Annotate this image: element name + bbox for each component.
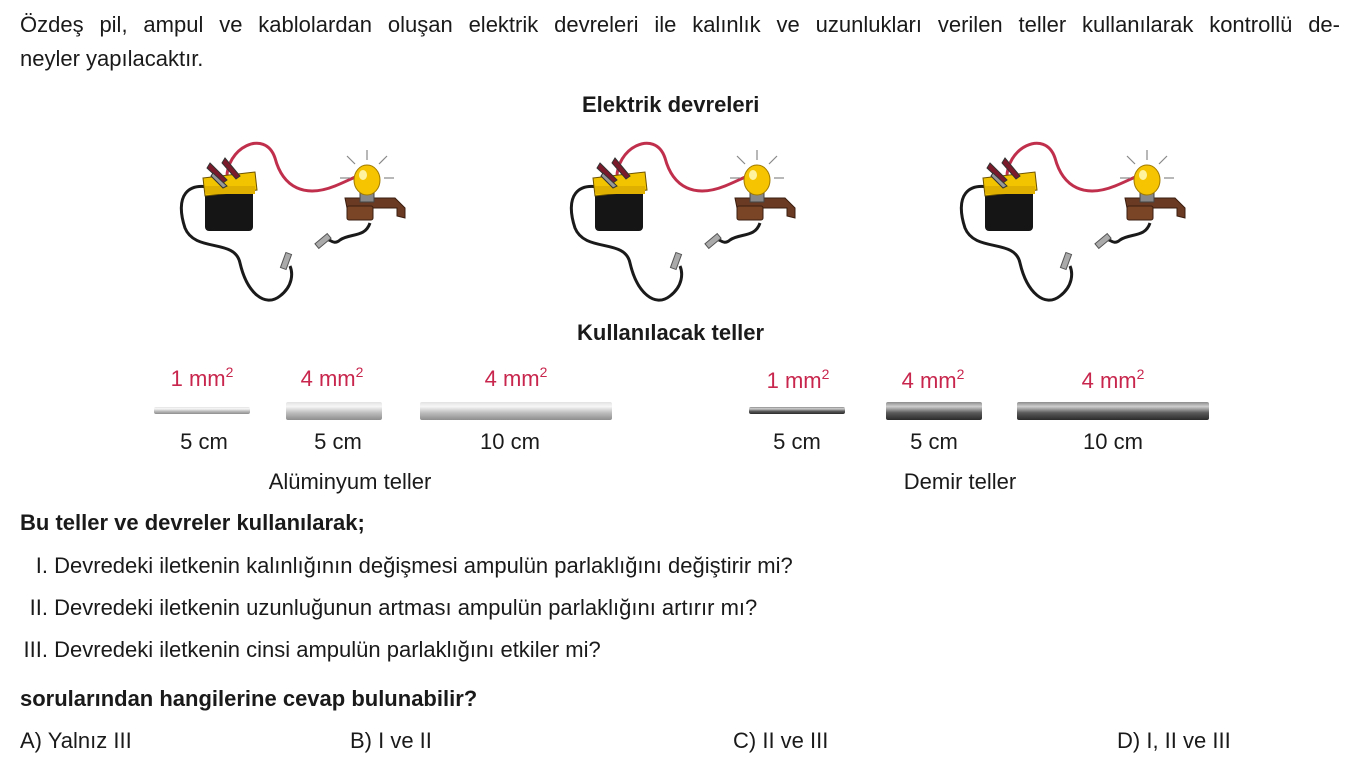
- question-number: III.: [23, 637, 48, 662]
- alu-wire-3: [420, 402, 612, 420]
- intro-paragraph: [20, 8, 1340, 76]
- alu-wire-2-length: 5 cm: [314, 429, 362, 454]
- iron-wire-2: [886, 402, 982, 420]
- question-text: Devredeki iletkenin cinsi ampulün parlaklığını etkiler mi?: [54, 637, 601, 662]
- answer-option-c[interactable]: C) II ve III: [733, 728, 829, 753]
- answer-option-a[interactable]: A) Yalnız III: [20, 728, 132, 753]
- question-intro: Bu teller ve devreler kullanılarak;: [20, 510, 365, 535]
- circuit-illustration-3: [945, 128, 1195, 308]
- answer-option-d[interactable]: D) I, II ve III: [1117, 728, 1231, 753]
- iron-wire-3: [1017, 402, 1209, 420]
- question-text: Devredeki iletkenin kalınlığının değişmesi ampulün parlaklığını değiştirir mi?: [54, 553, 793, 578]
- answer-option-b[interactable]: B) I ve II: [350, 728, 432, 753]
- alu-wire-2-area: 4 $mm^2$: [300, 364, 364, 391]
- alu-wire-3-area: 4 $mm^2$: [484, 364, 548, 391]
- question-outro: sorularından hangilerine cevap bulunabilir?: [20, 686, 478, 711]
- intro-line-2: neyler yapılacaktır.: [20, 46, 204, 71]
- circuit-illustration-1: [165, 128, 415, 308]
- alu-wire-1: [154, 407, 250, 414]
- question-item-3: [10, 637, 601, 663]
- iron-wire-2-length: 5 cm: [910, 429, 958, 454]
- iron-wire-3-length: 10 cm: [1083, 429, 1143, 454]
- alu-wire-2: [286, 402, 382, 420]
- question-text: Devredeki iletkenin uzunluğunun artması ampulün parlaklığını artırır mı?: [54, 595, 758, 620]
- iron-wire-1-length: 5 cm: [773, 429, 821, 454]
- question-item-1: [10, 553, 793, 579]
- iron-wire-2-area: 4 $mm^2$: [901, 366, 965, 393]
- alu-wire-1-area: 1 $mm^2$: [170, 364, 234, 391]
- question-item-2: [10, 595, 757, 621]
- aluminum-group-label: Alüminyum teller: [268, 469, 432, 494]
- circuit-illustration-2: [555, 128, 805, 308]
- wires-title: Kullanılacak teller: [577, 320, 765, 345]
- circuits-title: Elektrik devreleri: [582, 92, 760, 117]
- iron-wire-1-area: 1 $mm^2$: [766, 366, 830, 393]
- alu-wire-3-length: 10 cm: [480, 429, 540, 454]
- question-number: II.: [29, 595, 48, 620]
- alu-wire-1-length: 5 cm: [180, 429, 228, 454]
- iron-wire-1: [749, 407, 845, 414]
- iron-group-label: Demir teller: [903, 469, 1017, 494]
- question-number: I.: [35, 553, 48, 578]
- iron-wire-3-area: 4 $mm^2$: [1081, 366, 1145, 393]
- intro-line-1: Özdeş pil, ampul ve kablolardan oluşan elektrik devreleri ile kalınlık ve uzunlukları verilen teller kullanılarak kontrollü de-: [20, 12, 1340, 37]
